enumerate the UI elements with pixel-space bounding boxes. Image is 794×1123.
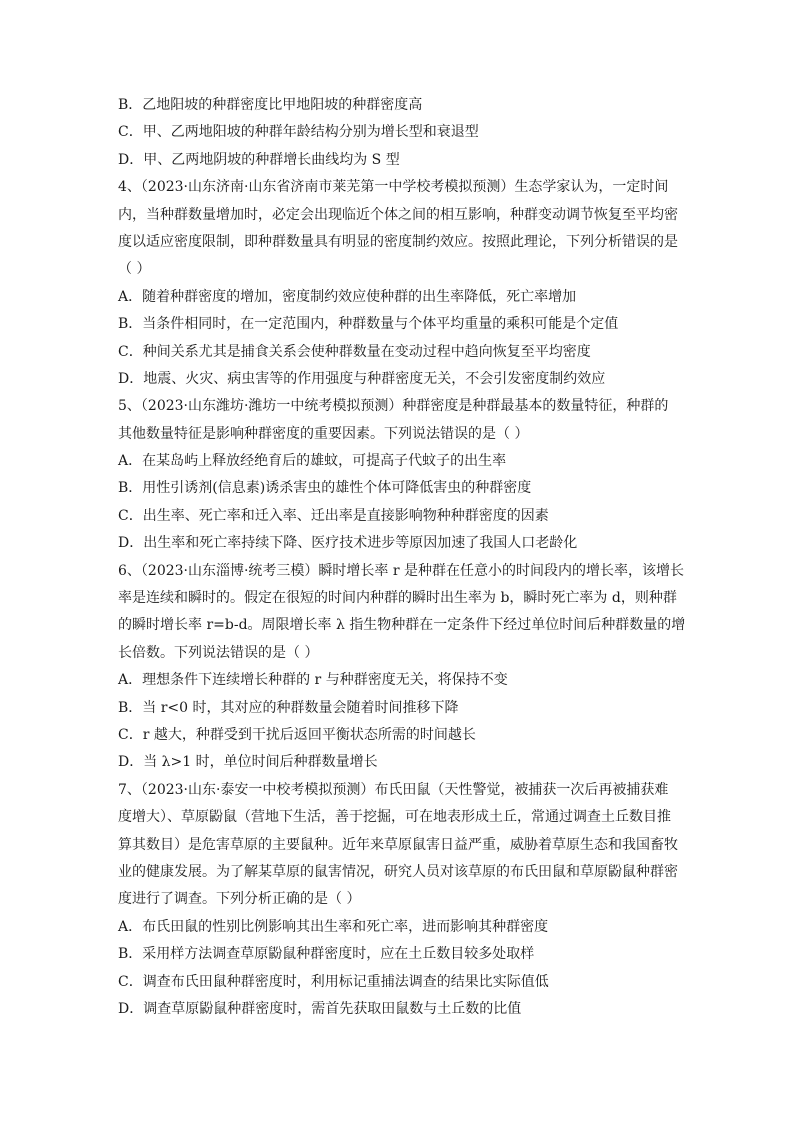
q7-stem-line-4: 业的健康发展。为了解某草原的鼠害情况，研究人员对该草原的布氏田鼠和草原鼢鼠种群密: [118, 863, 678, 880]
q3-option-d: D．甲、乙两地阴坡的种群增长曲线均为 S 型: [118, 151, 400, 168]
q7-option-b: B．采用样方法调查草原鼢鼠种群密度时，应在土丘数目较多处取样: [118, 946, 535, 963]
q6-stem-line-3: 的瞬时增长率 r=b-d。周限增长率 λ 指生物种群在一定条件下经过单位时间后种群数量的增: [118, 617, 686, 634]
q4-option-c: C．种间关系尤其是捕食关系会使种群数量在变动过程中趋向恢复至平均密度: [118, 343, 591, 360]
q7-option-a: A．布氏田鼠的性别比例影响其出生率和死亡率，进而影响其种群密度: [118, 918, 549, 935]
question-6: [118, 558, 686, 777]
question-3-options: [118, 92, 678, 174]
q5-option-c: C．出生率、死亡率和迁入率、迁出率是直接影响物种种群密度的因素: [118, 507, 549, 524]
q6-option-c: C．r 越大，种群受到干扰后返回平衡状态所需的时间越长: [118, 726, 476, 743]
q7-stem-line-5: 度进行了调查。下列分析正确的是（ ）: [118, 891, 361, 908]
q7-stem-line-1: 7、（2023·山东·泰安一中校考模拟预测）布氏田鼠（天性警觉，被捕获一次后再被捕获难: [118, 781, 669, 798]
q5-option-d: D．出生率和死亡率持续下降、医疗技术进步等原因加速了我国人口老龄化: [118, 535, 578, 552]
q6-stem-line-2: 率是连续和瞬时的。假定在很短的时间内种群的瞬时出生率为 b，瞬时死亡率为 d，则种群: [118, 590, 677, 607]
q5-stem-line-1: 5、（2023·山东潍坊·潍坊一中统考模拟预测）种群密度是种群最基本的数量特征，种群的: [118, 398, 669, 415]
question-5: [118, 393, 678, 557]
q6-stem-line-1: 6、（2023·山东淄博·统考三模）瞬时增长率 r 是种群在任意小的时间段内的增长率，该增长: [118, 562, 685, 579]
q7-stem-line-3: 算其数目）是危害草原的主要鼠种。近年来草原鼠害日益严重，威胁着草原生态和我国畜牧: [118, 836, 678, 853]
q6-option-d: D．当 λ>1 时，单位时间后种群数量增长: [118, 754, 378, 771]
q6-option-a: A．理想条件下连续增长种群的 r 与种群密度无关，将保持不变: [118, 672, 508, 689]
q4-option-b: B．当条件相同时，在一定范围内，种群数量与个体平均重量的乘积可能是个定值: [118, 316, 619, 333]
question-content: [118, 92, 686, 1023]
question-7: [118, 777, 678, 1024]
q3-option-b: B．乙地阳坡的种群密度比甲地阳坡的种群密度高: [118, 97, 423, 113]
q6-option-b: B．当 r<0 时，其对应的种群数量会随着时间推移下降: [118, 699, 459, 716]
q4-option-d: D．地震、火灾、病虫害等的作用强度与种群密度无关，不会引发密度制约效应: [118, 370, 606, 387]
q7-stem-line-2: 度增大）、草原鼢鼠（营地下生活，善于挖掘，可在地表形成土丘，常通过调查土丘数目推: [118, 809, 671, 826]
q5-stem-line-2: 其他数量特征是影响种群密度的重要因素。下列说法错误的是（ ）: [118, 425, 529, 442]
q5-option-b: B．用性引诱剂(信息素)诱杀害虫的雄性个体可降低害虫的种群密度: [118, 480, 532, 497]
q4-stem-line-2: 内，当种群数量增加时，必定会出现临近个体之间的相互影响，种群变动调节恢复至平均密: [118, 206, 678, 223]
q4-stem-line-4: （ ）: [118, 261, 151, 278]
q4-option-a: A．随着种群密度的增加，密度制约效应使种群的出生率降低，死亡率增加: [118, 288, 577, 305]
q7-option-d: D．调查草原鼢鼠种群密度时，需首先获取田鼠数与土丘数的比值: [118, 1000, 522, 1017]
q4-stem-line-1: 4、（2023·山东济南·山东省济南市莱芜第一中学校考模拟预测）生态学家认为，一定时间: [118, 179, 669, 196]
q4-stem-line-3: 度以适应密度限制，即种群数量具有明显的密度制约效应。按照此理论，下列分析错误的是: [118, 233, 678, 250]
q6-stem-line-4: 长倍数。下列说法错误的是（ ）: [118, 644, 319, 661]
q7-option-c: C．调查布氏田鼠种群密度时，利用标记重捕法调查的结果比实际值低: [118, 973, 549, 990]
q3-option-c: C．甲、乙两地阳坡的种群年龄结构分别为增长型和衰退型: [118, 124, 479, 141]
q5-option-a: A．在某岛屿上释放经绝育后的雄蚊，可提高子代蚊子的出生率: [118, 453, 507, 470]
question-4: [118, 174, 678, 393]
